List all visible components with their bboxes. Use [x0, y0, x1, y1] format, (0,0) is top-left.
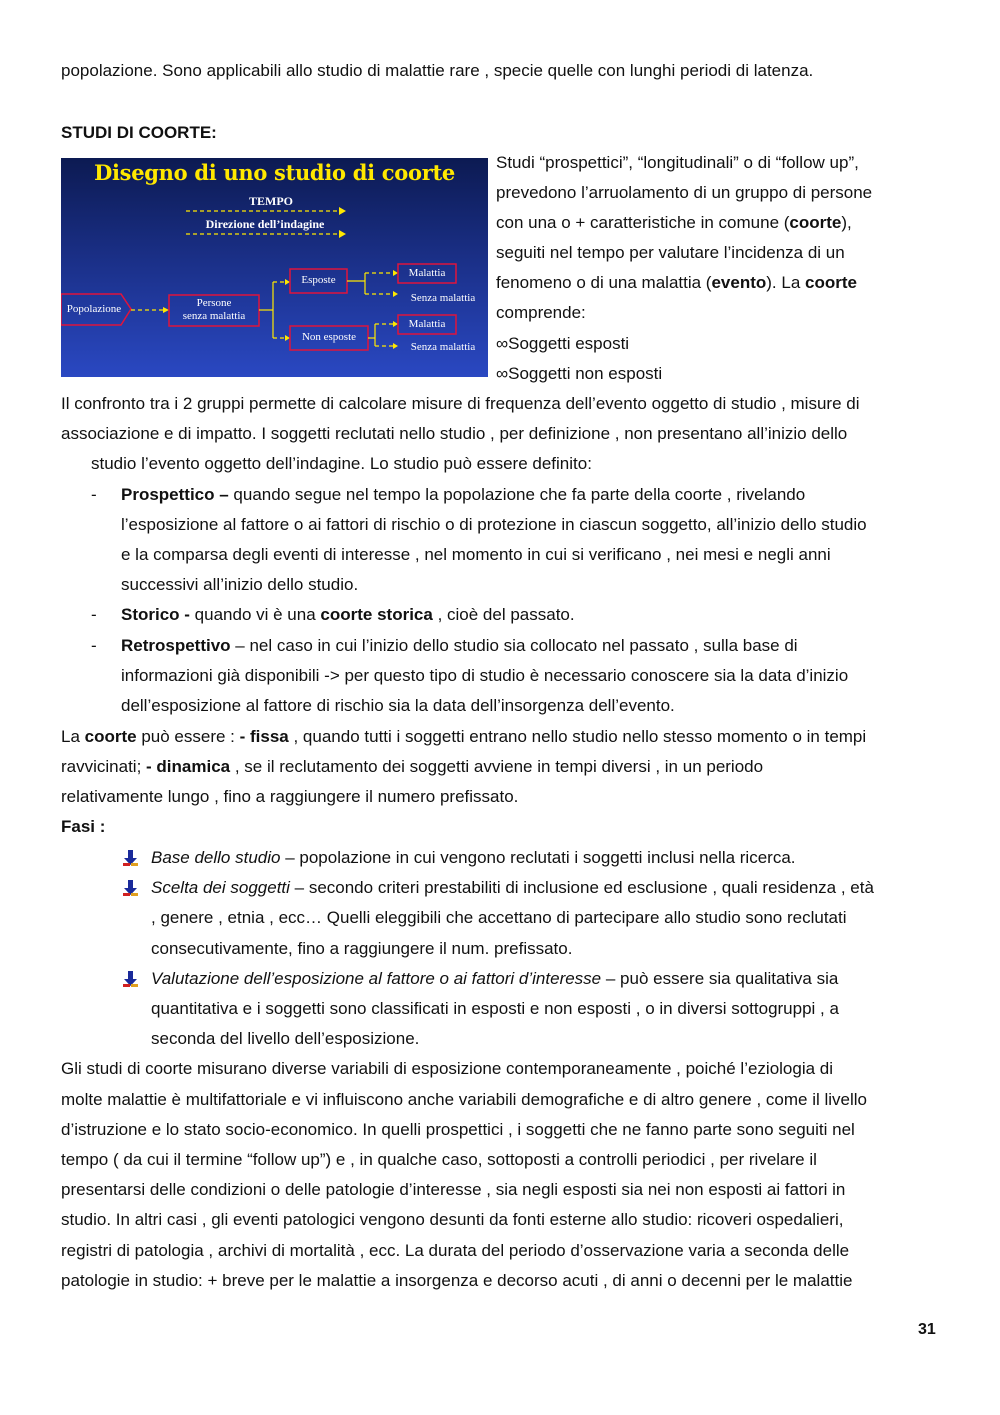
diagram-node-senza-malattia-exposed: Senza malattia [410, 292, 476, 304]
text-line: e la comparsa degli eventi di interesse , nel momento in cui si verificano , nei mesi e negli anni [121, 545, 831, 564]
text-line: tempo ( da cui il termine “follow up”) e , in qualche caso, sottoposti a controlli periodici , per rivelare il [61, 1150, 817, 1169]
text-line: patologie in studio: + breve per le malattie a insorgenza e decorso acuti , di anni o decenni per le malattie [61, 1271, 853, 1290]
list-item-non-esposti: ∞Soggetti non esposti [496, 364, 663, 383]
text-line: Gli studi di coorte misurano diverse variabili di esposizione contemporaneamente , poiché l’eziologia di [61, 1059, 834, 1078]
text-line: successivi all’inizio dello studio. [121, 575, 359, 594]
diagram-label-tempo: TEMPO [249, 194, 293, 208]
section-heading: STUDI DI COORTE: [61, 123, 217, 142]
text-line: popolazione. Sono applicabili allo studio di malattie rare , specie quelle con lunghi periodi di latenza. [61, 61, 814, 80]
text-line: studio. In altri casi , gli eventi patologici vengono desunti da fonti esterne allo studio: ricoveri ospedalieri, [61, 1210, 844, 1229]
list-dash: - [91, 636, 97, 655]
fasi-heading: Fasi : [61, 817, 106, 836]
fase-valutazione-esposizione: Valutazione dell’esposizione al fattore o ai fattori d’interesse – può essere sia qualitativa sia [151, 969, 839, 988]
text-line: Studi “prospettici”, “longitudinali” o di “follow up”, [496, 153, 859, 172]
diagram-node-persone-line1: Persone [196, 297, 232, 309]
cohort-study-diagram [61, 158, 488, 377]
diagram-node-malattia-exposed: Malattia [408, 267, 446, 279]
diagram-node-non-esposte: Non esposte [301, 331, 357, 343]
diagram-node-esposte: Esposte [301, 274, 336, 286]
text-line: prevedono l’arruolamento di un gruppo di persone [496, 183, 873, 202]
fase-scelta-soggetti: Scelta dei soggetti – secondo criteri prestabiliti di inclusione ed esclusione , quali residenza , età [151, 878, 874, 897]
diagram-title: Disegno di uno studio di coorte [94, 160, 455, 185]
text-line: l’esposizione al fattore o ai fattori di rischio o di protezione in ciascun soggetto, all’inizio dello studio [121, 515, 867, 534]
page-number: 31 [918, 1321, 936, 1338]
text-line: studio l’evento oggetto dell’indagine. Lo studio può essere definito: [91, 454, 592, 473]
list-item-storico: Storico - quando vi è una coorte storica , cioè del passato. [121, 605, 575, 624]
arrow-bullet-icon [122, 970, 140, 988]
arrow-bullet-icon [122, 879, 140, 897]
diagram-node-senza-malattia-unexposed: Senza malattia [410, 341, 476, 353]
text-line: relativamente lungo , fino a raggiungere il numero prefissato. [61, 787, 519, 806]
fase-base-studio: Base dello studio – popolazione in cui vengono reclutati i soggetti inclusi nella ricerca. [151, 848, 796, 867]
text-line: ravvicinati; - dinamica , se il reclutamento dei soggetti avviene in tempi diversi , in un periodo [61, 757, 764, 776]
text-line: comprende: [496, 303, 586, 322]
diagram-node-persone-line2: senza malattia [182, 310, 246, 322]
diagram-node-malattia-unexposed: Malattia [408, 318, 446, 330]
diagram-label-direzione: Direzione dell’indagine [205, 217, 325, 231]
text-line: presentarsi delle condizioni o delle patologie d’interesse , sia negli esposti sia nei non esposti ai fattori in [61, 1180, 846, 1199]
list-item-esposti: ∞Soggetti esposti [496, 334, 630, 353]
list-dash: - [91, 485, 97, 504]
arrow-bullet-icon [122, 849, 140, 867]
list-item-retrospettivo: Retrospettivo – nel caso in cui l’inizio dello studio sia collocato nel passato , sulla base di [121, 636, 798, 655]
text-line: La coorte può essere : - fissa , quando tutti i soggetti entrano nello studio nello stesso momento o in tempi [61, 727, 867, 746]
text-line: Il confronto tra i 2 gruppi permette di calcolare misure di frequenza dell’evento oggetto di studio , misure di [61, 394, 860, 413]
text-line: con una o + caratteristiche in comune (coorte), [496, 213, 852, 232]
diagram-node-popolazione: Popolazione [66, 303, 122, 315]
text-line: seconda del livello dell’esposizione. [151, 1029, 420, 1048]
list-item-prospettico: Prospettico – quando segue nel tempo la popolazione che fa parte della coorte , rivelando [121, 485, 806, 504]
text-line: fenomeno o di una malattia (evento). La coorte [496, 273, 857, 292]
text-line: quantitativa e i soggetti sono classificati in esposti e non esposti , o in diversi sottogruppi , a [151, 999, 839, 1018]
text-line: associazione e di impatto. I soggetti reclutati nello studio , per definizione , non presentano all’inizio dello [61, 424, 848, 443]
text-line: molte malattie è multifattoriale e vi influiscono anche variabili demografiche e di altro genere , come il livello [61, 1090, 868, 1109]
text-line: d’istruzione e lo stato socio-economico. In quelli prospettici , i soggetti che ne fanno parte sono seguiti nel [61, 1120, 855, 1139]
text-line: informazioni già disponibili -> per questo tipo di studio è necessario conoscere sia la data d’inizio [121, 666, 849, 685]
text-line: registri di patologia , archivi di mortalità , ecc. La durata del periodo d’osservazione varia a seconda delle [61, 1241, 850, 1260]
text-line: seguiti nel tempo per valutare l’incidenza di un [496, 243, 845, 262]
text-line: , genere , etnia , ecc… Quelli eleggibili che accettano di partecipare allo studio sono reclutati [151, 908, 847, 927]
text-line: dell’esposizione al fattore di rischio sia la data dell’insorgenza dell’evento. [121, 696, 675, 715]
list-dash: - [91, 605, 97, 624]
text-line: consecutivamente, fino a raggiungere il num. prefissato. [151, 939, 573, 958]
